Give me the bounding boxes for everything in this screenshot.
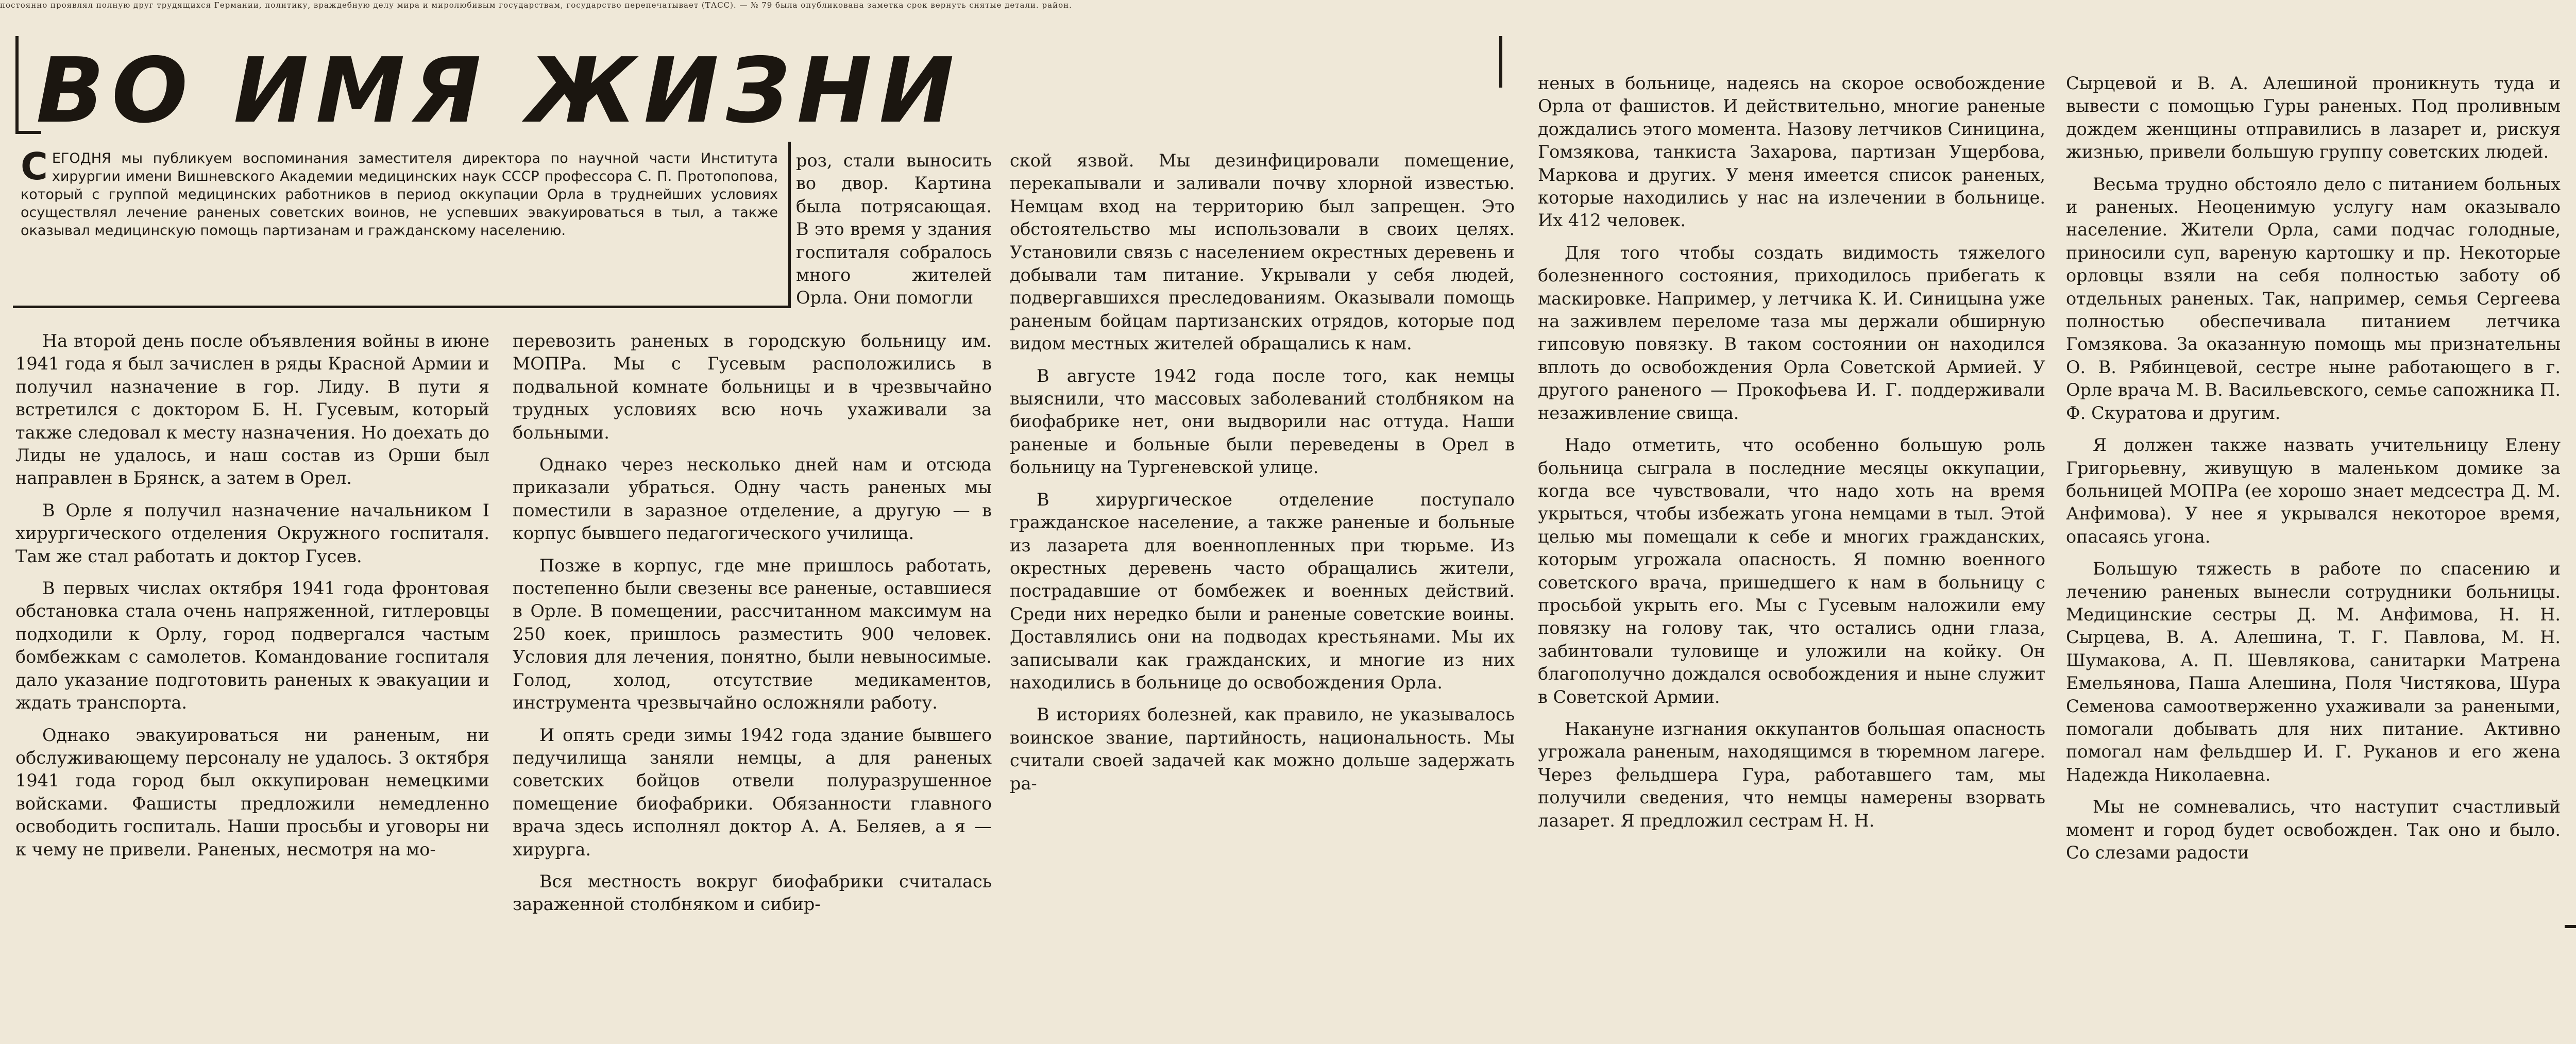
paragraph: роз, стали выносить во двор. Картина была потрясающая. В это время у здания госпиталя собралось много жителей Орла. Они помогли [796, 150, 992, 308]
title-banner [15, 36, 1517, 143]
intro-paragraph [21, 145, 778, 240]
paragraph: Накануне изгнания оккупантов большая опасность угрожала раненым, находящимся в тюремном лагере. Через фельдшера Гура, работавшего там, мы получили сведения, что немцы намерены взорвать лазарет. Я предложил сестрам Н. Н. [1538, 718, 2045, 831]
paragraph: Мы не сомневались, что наступит счастливый момент и город будет освобожден. Так оно и было. Со слезами радости [2066, 797, 2561, 863]
paragraph: перевозить раненых в городскую больницу им. МОПРа. Мы с Гусевым расположились в подвальной комнате больницы и в чрезвычайно трудных условиях всю ночь ухаживали за больными. [513, 331, 992, 443]
intro-text: ЕГОДНЯ мы публикуем воспоминания заместителя директора по научной части Института хирургии имени Вишневского Академии медицинских наук СССР профессора С. П. Протопопова, который с группой медицинских работников в период оккупации Орла в труднейших условиях осуществлял лечение раненых советских воинов, не успевших эвакуироваться в тыл, а также оказывал медицинскую помощь партизанам и гражданскому населению. [21, 150, 778, 239]
paragraph: В августе 1942 года после того, как немцы выяснили, что массовых заболеваний столбняком на биофабрике нет, они выдворили нас оттуда. Наши раненые и больные были переведены в Орел в больницу на Тургеневской улице. [1010, 365, 1515, 478]
paragraph: Сырцевой и В. А. Алешиной проникнуть туда и вывести с помощью Гуры раненых. Под проливным дождем женщины отправились в лазарет и, рискуя жизнью, привели большую группу советских людей. [2066, 73, 2561, 162]
paragraph: В историях болезней, как правило, не указывалось воинское звание, партийность, национальность. Мы считали своей задачей как можно дольше задержать ра- [1010, 704, 1515, 794]
paragraph: Для того чтобы создать видимость тяжелого болезненного состояния, приходилось прибегать к маскировке. Например, у летчика К. И. Синицына уже на заживлем переломе таза мы держали обширную гипсовую повязку. В таком состоянии он находился вплоть до освобождения Орла Советской Армией. У другого раненого — Прокофьева И. Г. поддерживали незаживление свища. [1538, 242, 2045, 423]
column-3 [1010, 149, 1515, 795]
paragraph: ской язвой. Мы дезинфицировали помещение, перекапывали и заливали почву хлорной известью. Немцам вход на территорию был запрещен. Это обстоятельство мы использовали в своих целях. Установили связь с населением окрестных деревень и добывали там питание. Укрывали у себя людей, подвергавшихся преследованиям. Оказывали помощь раненым бойцам партизанских отрядов, которые под видом местных жителей обращались к нам. [1010, 150, 1515, 354]
source-block [2565, 956, 2576, 1012]
column-5 [2066, 72, 2561, 864]
paragraph: На второй день после объявления войны в июне 1941 года я был зачислен в ряды Красной Армии и получил назначение в гор. Лиду. В пути я встретился с доктором Б. Н. Гусевым, который также следовал к месту назначения. Но доехать до Лиды не удалось, и наш состав из Орши был направлен в Брянск, а затем в Орел. [15, 331, 489, 489]
paragraph: Большую тяжесть в работе по спасению и лечению раненых вынесли сотрудники больницы. Медицинские сестры Д. М. Анфимова, Н. Н. Сырцева, В. А. Алешина, Т. Г. Павлова, М. Н. Шумакова, А. П. Шевлякова, санитарки Матрена Емельянова, Паша Алешина, Поля Чистякова, Шура Семенова самоотверженно ухаживали за ранеными, помогали добывать для них питание. Активно помогал нам фельдшер И. Г. Руканов и его жена Надежда Николаевна. [2066, 559, 2561, 785]
publication-info [2565, 985, 2576, 1012]
newspaper-name [2565, 956, 2576, 985]
paragraph: Я должен также назвать учительницу Елену Григорьевну, живущую в маленьком домике за больницей МОПРа (ее хорошо знает медсестра Д. М. Анфимова). У нее я укрывался некоторое время, опасаясь угона. [2066, 435, 2561, 547]
column-2-top [796, 149, 992, 310]
source-divider [2565, 925, 2576, 928]
paragraph: Надо отметить, что особенно большую роль больница сыграла в последние месяцы оккупации, когда все чувствовали, что надо хоть на время укрыться, чтобы избежать угона немцами в тыл. Этой целью мы помещали к себе и многих гражданских, которым угрожала опасность. Я помню военного советского врача, пришедшего к нам в больницу с просьбой укрыть его. Мы с Гусевым наложили ему повязку на голову так, что остались одни глаза, забинтовали туловище и уложили на койку. Он благополучно дождался освобождения и ныне служит в Советской Армии. [1538, 435, 2045, 707]
paragraph: И опять среди зимы 1942 года здание бывшего педучилища заняли немцы, а для раненых советских бойцов отвели полуразрушенное помещение биофабрики. Обязанности главного врача здесь исполнял доктор А. А. Беляев, а я — хирурга. [513, 725, 992, 860]
drop-cap: С [21, 145, 48, 188]
paragraph: Однако эвакуироваться ни раненым, ни обслуживающему персоналу не удалось. 3 октября 1941 года город был оккупирован немецкими войсками. Фашисты предложили немедленно освободить госпиталь. Наши просьбы и уговоры ни к чему не привели. Раненых, несмотря на мо- [15, 725, 489, 860]
banner-left-rule [15, 36, 19, 134]
article-title: ВО ИМЯ ЖИЗНИ [36, 39, 961, 143]
column-1 [15, 330, 489, 861]
paragraph: Однако через несколько дней нам и отсюда приказали убраться. Одну часть раненых мы поместили в заразное отделение, а другую — в корпус бывшего педагогического училища. [513, 454, 992, 544]
paragraph: В хирургическое отделение поступало гражданское население, а также раненые и больные из лазарета для военнопленных при тюрьме. Из окрестных деревень часто обращались жители, пострадавшие от бомбежек и военных действий. Среди них нередко были и раненые советские воины. Доставлялись они на подводах крестьянами. Мы их записывали как гражданских, и многие из них находились в больнице до освобождения Орла. [1010, 489, 1515, 693]
column-4 [1538, 72, 2045, 832]
paragraph: В Орле я получил назначение начальником I хирургического отделения Окружного госпиталя. Там же стал работать и доктор Гусев. [15, 500, 489, 566]
paragraph: В первых числах октября 1941 года фронтовая обстановка стала очень напряженной, гитлеровцы подходили к Орлу, город подвергался частым бомбежкам с самолетов. Командование госпиталя дало указание подготовить раненых к эвакуации и ждать транспорта. [15, 578, 489, 713]
paragraph: неных в больнице, надеясь на скорое освобождение Орла от фашистов. И действительно, многие раненые дождались этого момента. Назову летчиков Синицина, Гомзякова, танкиста Захарова, партизан Ущербова, Маркова и других. У меня имеется список раненых, которые находились у нас на излечении в больнице. Их 412 человек. [1538, 73, 2045, 231]
paragraph: Весьма трудно обстояло дело с питанием больных и раненых. Неоценимую услугу нам оказывало население. Жители Орла, сами подчас голодные, приносили суп, вареную картошку и пр. Некоторые орловцы взяли на себя полностью заботу об отдельных раненых. Так, например, семья Сергеева полностью обеспечивала питанием летчика Гомзякова. За оказанную помощь мы признательны О. В. Рябинцевой, сестре ныне работающего в г. Орле врача М. В. Васильевского, семье сапожника П. Ф. Скуратова и другим. [2066, 174, 2561, 423]
paragraph: Позже в корпус, где мне пришлось работать, постепенно были свезены все раненые, оставшиеся в Орле. В помещении, рассчитанном максимум на 250 коек, пришлось разместить 900 человек. Условия для лечения, понятно, были невыносимые. Голод, холод, отсутствие медикаментов, инструмента чрезвычайно осложняли работу. [513, 555, 992, 713]
clipped-header-line: постоянно проявлял полную друг трудящихся Германии, политику, враждебную делу мира и миролюбивым государствам, государство перепечатывает (ТАСС). — № 79 была опубликована заметка срок вернуть снятые детали. район. [0, 1, 1072, 10]
column-2 [513, 330, 992, 916]
paragraph: Вся местность вокруг биофабрики считалась зараженной столбняком и сибир- [513, 871, 992, 915]
